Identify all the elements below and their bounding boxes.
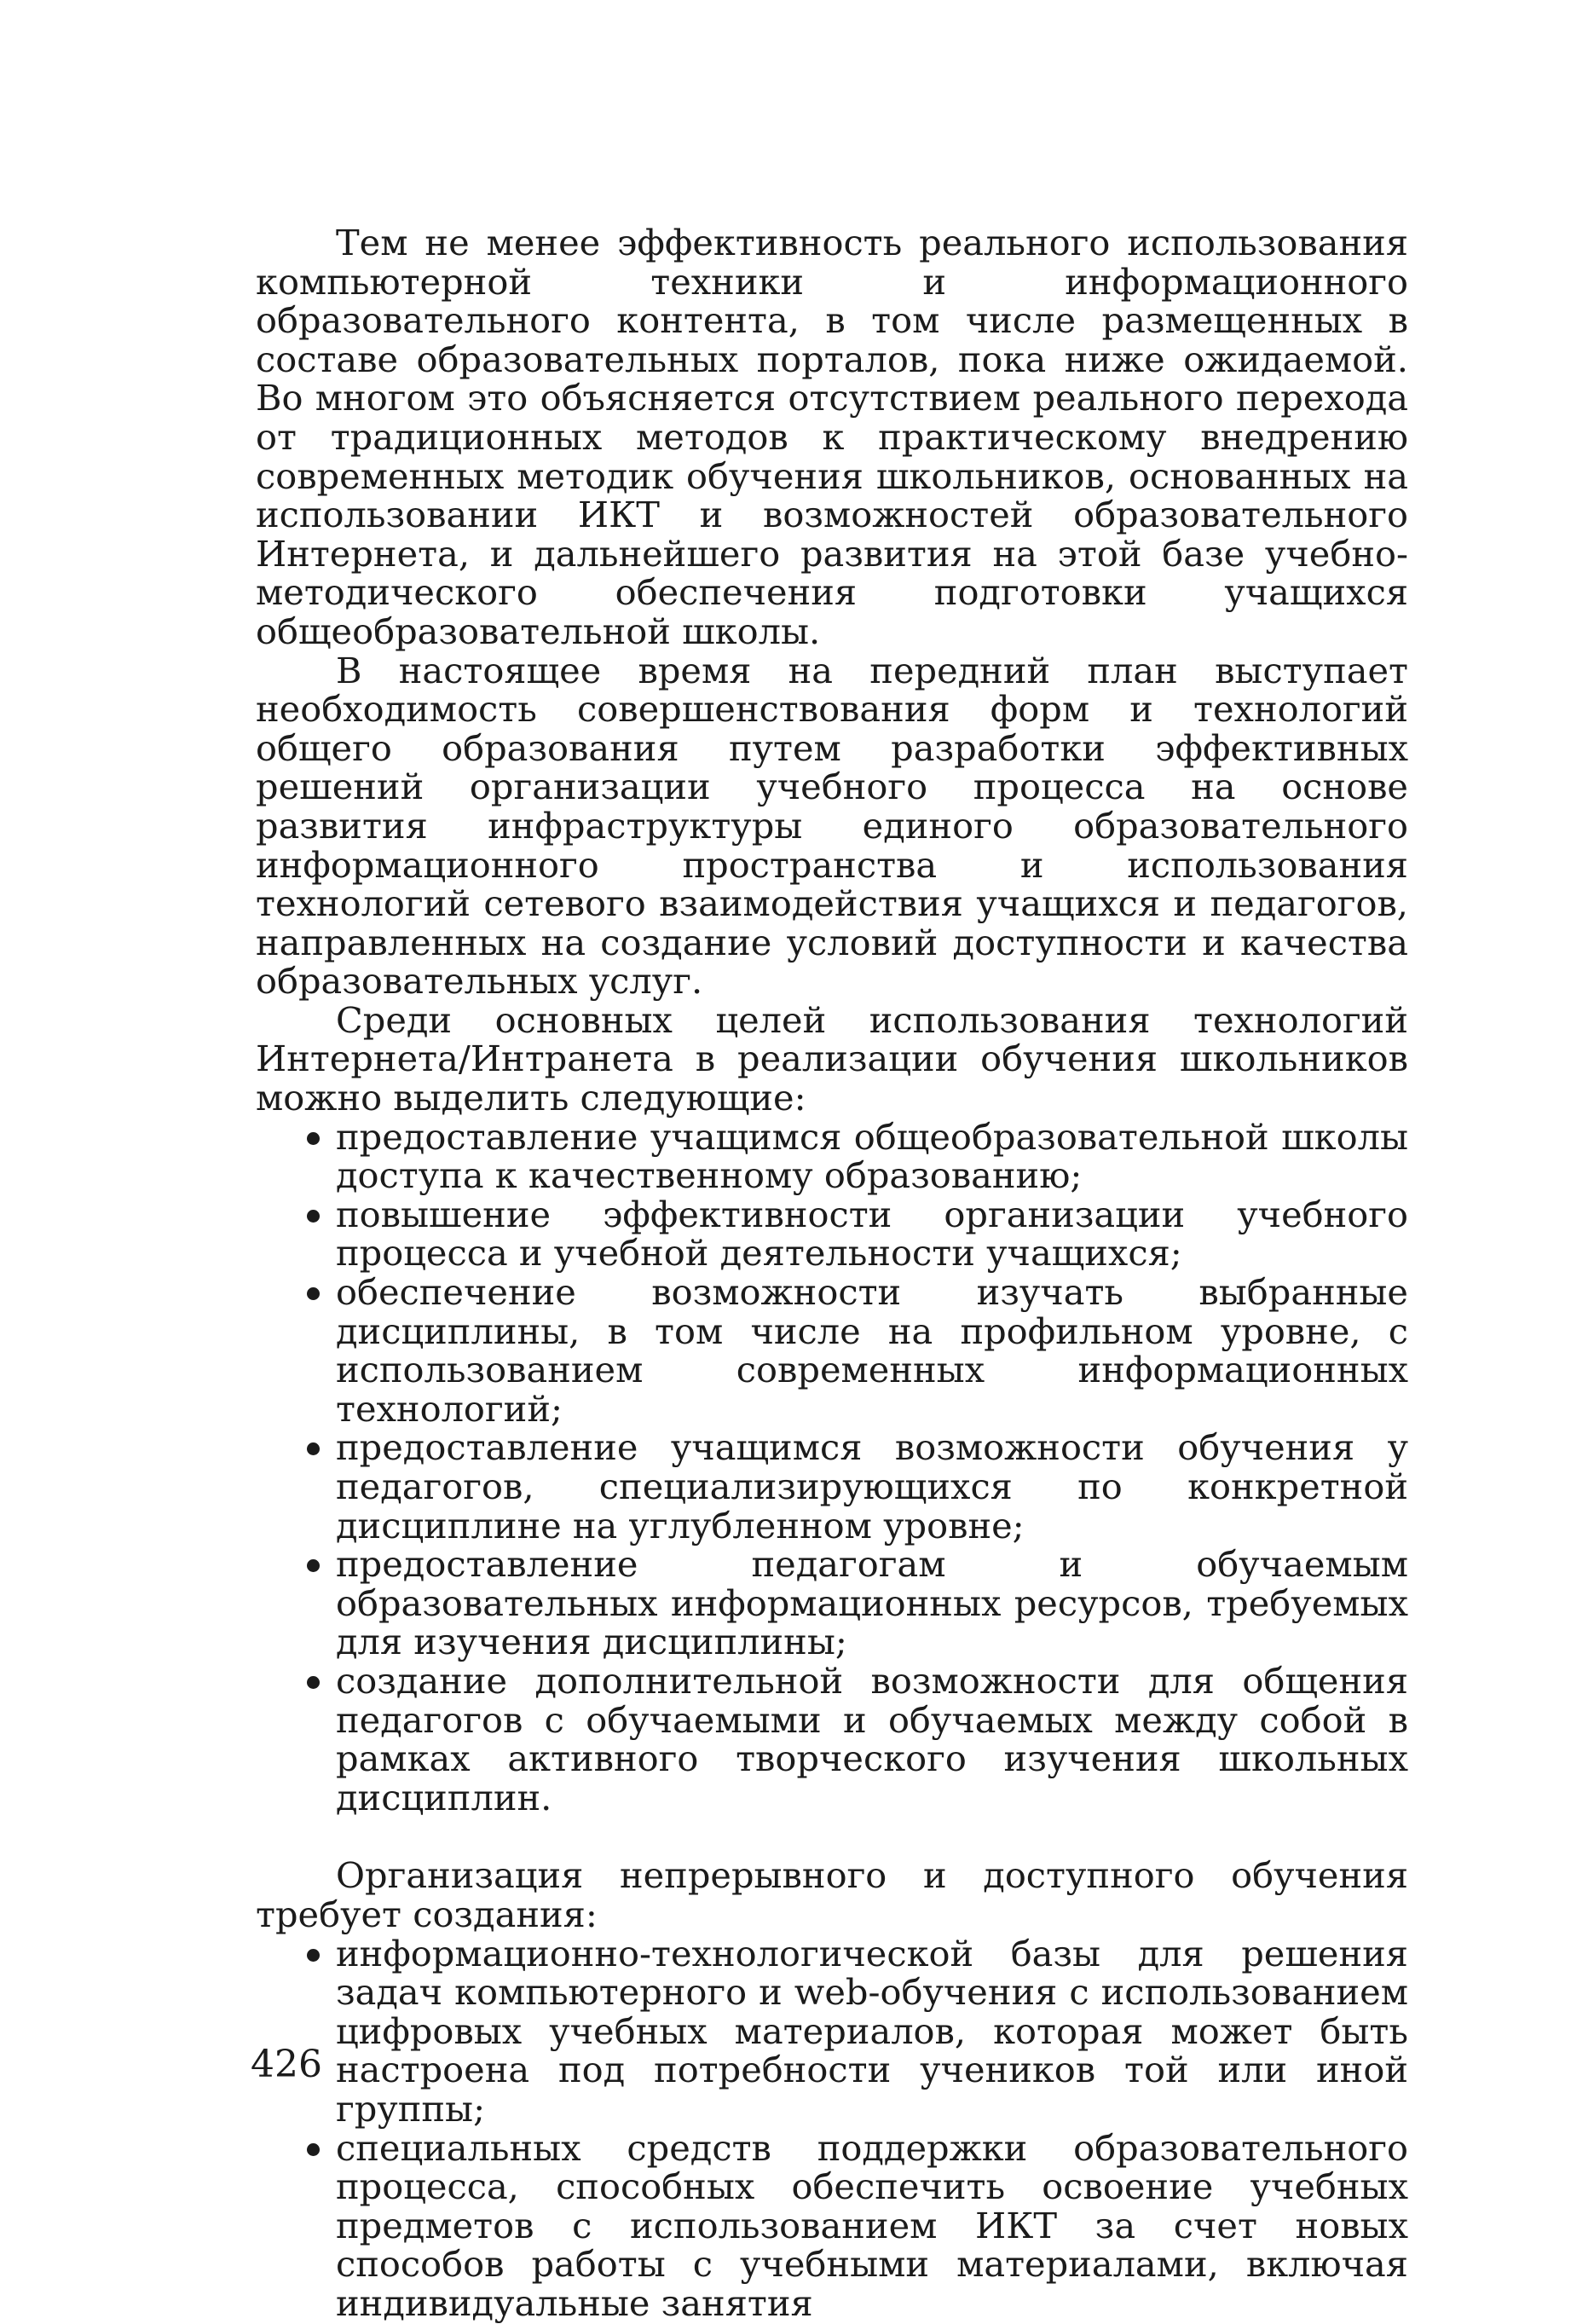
list-item [256, 1659, 1408, 1818]
bullet-icon [307, 1442, 320, 1455]
list-item [256, 1195, 1408, 1273]
list-item [256, 1934, 1408, 2129]
list-item-text: создание дополнительной возможности для общения педагогов с обучаемыми и обучаемых между собой в рамках активного творческого изучения школьных дисциплин. [336, 1659, 1408, 1818]
list-item-text: повышение эффективности организации учебного процесса и учебной деятельности учащихся; [336, 1193, 1408, 1275]
goals-list [256, 1115, 1408, 1818]
list-item-text: обеспечение возможности изучать выбранные дисциплины, в том числе на профильном уровне, с использованием современных информационных технологий; [336, 1271, 1408, 1430]
list-item [256, 1115, 1408, 1197]
bullet-icon [307, 1949, 320, 1962]
paragraph-effectiveness: Тем не менее эффективность реального использования компьютерной техники и информационного образовательного контента, в том числе размещенных в составе образовательных порталов, пока ниже ожидаемой. Во многом это объясняется отсутствием реального перехода от традиционных методов к практическому внедрению современных методик обучения школьников, основанных на использовании ИКТ и возможностей образовательного Интернета, и дальнейшего развития на этой базе учебно-методического обеспечения подготовки учащихся общеобразовательной школы. [256, 222, 1408, 652]
text-column [256, 223, 1408, 2322]
paragraph-requirements-intro: Организация непрерывного и доступного обучения требует создания: [256, 1854, 1408, 1935]
list-item [256, 1428, 1408, 1545]
requirements-list [256, 1934, 1408, 2323]
page-number: 426 [251, 2043, 322, 2086]
list-item-text: специальных средств поддержки образовательного процесса, способных обеспечить освоение учебных предметов с использованием ИКТ за счет новых способов работы с учебными материалами, включая индивидуальные занятия [336, 2126, 1408, 2324]
list-item-text: предоставление учащимся общеобразовательной школы доступа к качественному образованию; [336, 1115, 1408, 1197]
list-item [256, 2126, 1408, 2324]
list-item-text: информационно-технологической базы для решения задач компьютерного и web-обучения с использованием цифровых учебных материалов, которая может быть настроена под потребности учеников той или иной группы; [336, 1932, 1408, 2130]
list-item [256, 1273, 1408, 1428]
bullet-icon [307, 1559, 320, 1572]
list-item-text: предоставление педагогам и обучаемым образовательных информационных ресурсов, требуемых для изучения дисциплины; [336, 1543, 1408, 1663]
list-item-text: предоставление учащимся возможности обучения у педагогов, специализирующихся по конкретной дисциплине на углубленном уровне; [336, 1426, 1408, 1546]
bullet-icon [307, 1287, 320, 1300]
paragraph-goals-intro: Среди основных целей использования технологий Интернета/Интранета в реализации обучения школьников можно выделить следующие: [256, 998, 1408, 1119]
list-item [256, 1545, 1408, 1662]
bullet-icon [307, 1210, 320, 1223]
bullet-icon [307, 1676, 320, 1689]
paragraph-current-priorities: В настоящее время на передний план выступает необходимость совершенствования форм и технологий общего образования путем разработки эффективных решений организации учебного процесса на основе развития инфраструктуры единого образовательного информационного пространства и использования технологий сетевого взаимодействия учащихся и педагогов, направленных на создание условий доступности и качества образовательных услуг. [256, 649, 1408, 1003]
bullet-icon [307, 2143, 320, 2156]
bullet-icon [307, 1132, 320, 1145]
